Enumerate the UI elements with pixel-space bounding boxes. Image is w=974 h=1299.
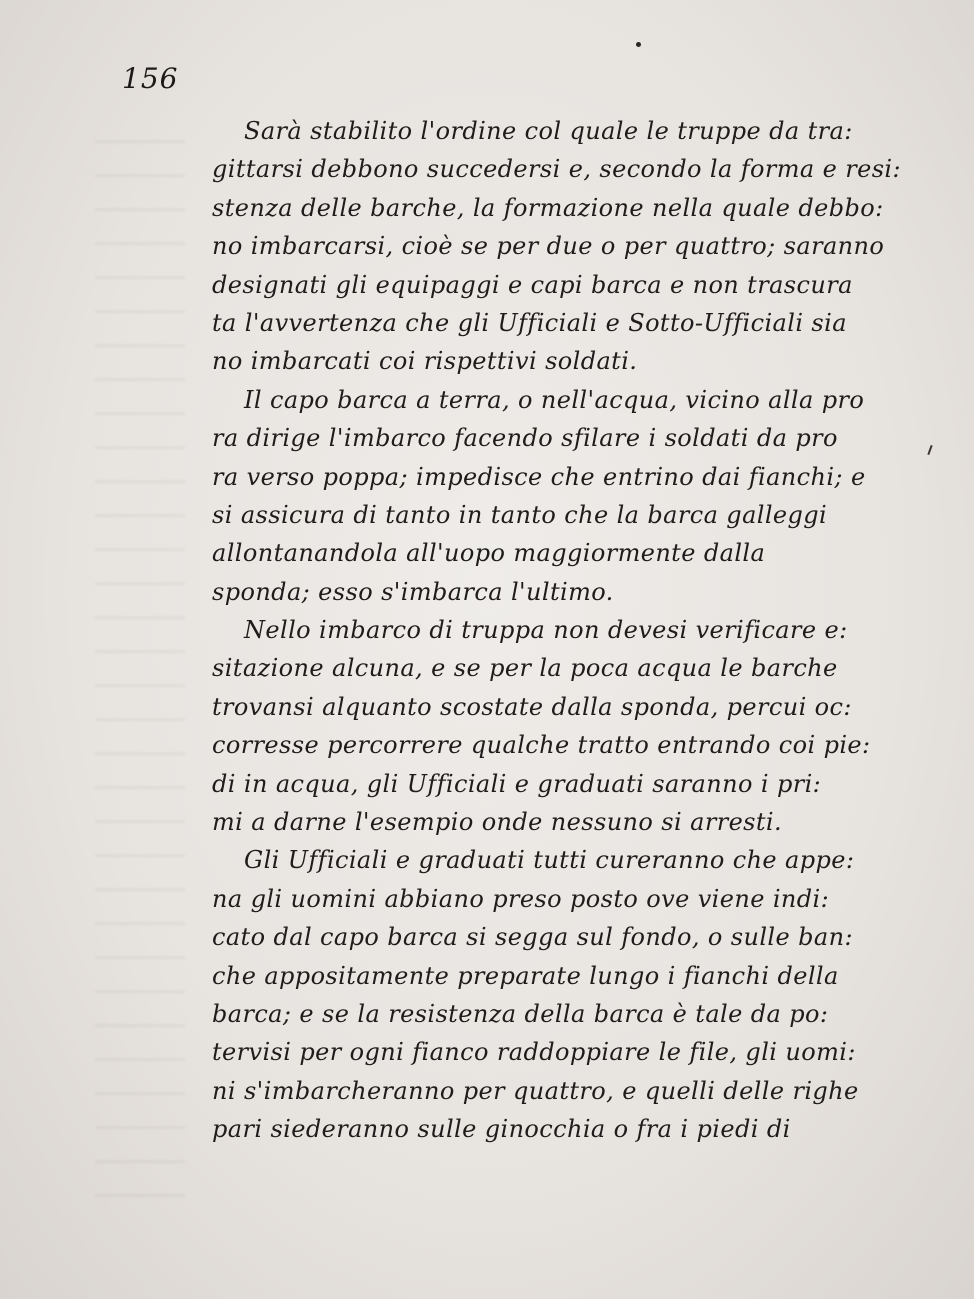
- text-line: na gli uomini abbiano preso posto ove viene indi:: [212, 884, 830, 913]
- text-line: sponda; esso s'imbarca l'ultimo.: [212, 577, 614, 606]
- page-number: 156: [122, 62, 179, 95]
- text-line: che appositamente preparate lungo i fianchi della: [212, 961, 839, 990]
- text-line: Sarà stabilito l'ordine col quale le truppe da tra:: [244, 117, 853, 145]
- text-line: pari siederanno sulle ginocchia o fra i piedi di: [212, 1115, 791, 1144]
- text-line: si assicura di tanto in tanto che la barca galleggi: [212, 500, 828, 529]
- text-line: di in acqua, gli Ufficiali e graduati saranno i pri:: [212, 769, 822, 798]
- text-line: designati gli equipaggi e capi barca e non trascura: [212, 270, 853, 299]
- manuscript-text: [212, 112, 912, 1149]
- text-line: Il capo barca a terra, o nell'acqua, vicino alla pro: [244, 385, 865, 414]
- text-line: mi a darne l'esempio onde nessuno si arresti.: [212, 808, 783, 837]
- text-line: stenza delle barche, la formazione nella quale debbo:: [212, 193, 884, 222]
- text-line: ni s'imbarcheranno per quattro, e quelli delle righe: [212, 1076, 859, 1105]
- text-line: sitazione alcuna, e se per la poca acqua le barche: [212, 654, 838, 683]
- text-line: Nello imbarco di truppa non devesi verificare e:: [244, 616, 848, 645]
- text-line: gittarsi debbono succedersi e, secondo la forma e resi:: [212, 155, 901, 184]
- text-line: cato dal capo barca si segga sul fondo, o sulle ban:: [212, 923, 853, 952]
- text-line: ra verso poppa; impedisce che entrino dai fianchi; e: [212, 462, 866, 491]
- text-line: tervisi per ogni fianco raddoppiare le file, gli uomi:: [212, 1038, 856, 1067]
- text-line: ra dirige l'imbarco facendo sfilare i soldati da pro: [212, 424, 838, 453]
- bleed-through-text: [95, 110, 185, 1210]
- text-line: Gli Ufficiali e graduati tutti cureranno che appe:: [244, 846, 855, 875]
- text-line: ta l'avvertenza che gli Ufficiali e Sotto-Ufficiali sia: [212, 308, 847, 337]
- text-line: corresse percorrere qualche tratto entrando coi pie:: [212, 731, 871, 760]
- text-line: allontanandola all'uopo maggiormente dalla: [212, 539, 766, 568]
- text-line: no imbarcarsi, cioè se per due o per quattro; saranno: [212, 232, 885, 261]
- text-line: no imbarcati coi rispettivi soldati.: [212, 347, 638, 376]
- ink-speck: [636, 42, 641, 47]
- ink-mark: [927, 445, 932, 455]
- text-line: barca; e se la resistenza della barca è tale da po:: [212, 999, 829, 1028]
- text-line: trovansi alquanto scostate dalla sponda, percui oc:: [212, 692, 852, 721]
